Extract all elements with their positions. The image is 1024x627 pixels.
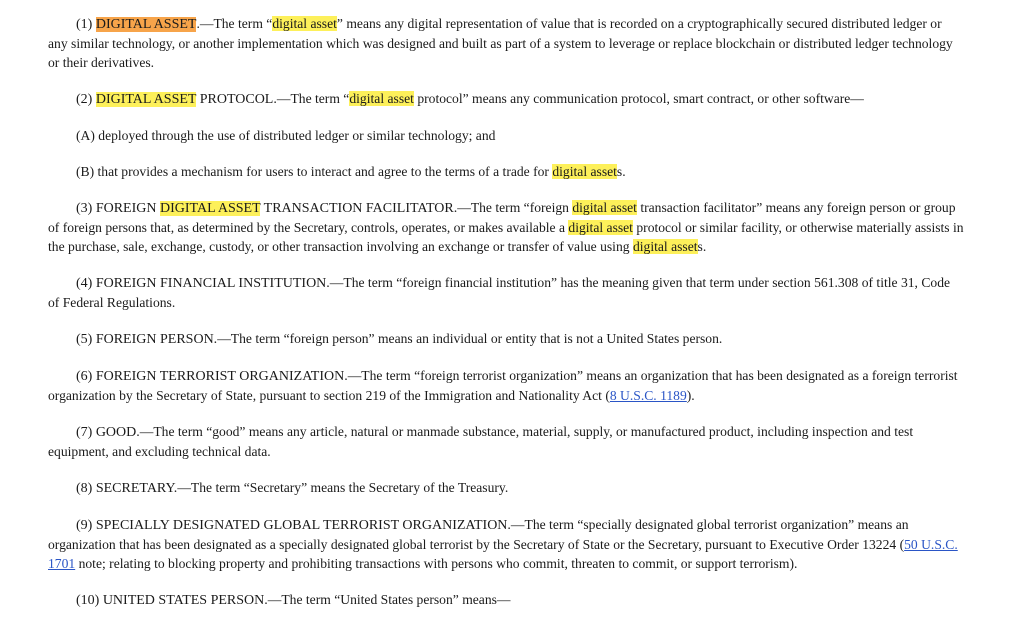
definition-heading: (4) FOREIGN FINANCIAL INSTITUTION. [76, 276, 330, 291]
highlight-term: DIGITAL ASSET [95, 92, 197, 107]
definition-heading: (7) GOOD. [76, 425, 140, 440]
text-segment: —The term “good” means any article, natural or manmade substance, material, supply, or manufactured product, including inspection and test equipment, and excluding technical data. [48, 424, 914, 459]
highlight-term: digital asset [572, 200, 637, 215]
definition-united-states-person [48, 590, 964, 610]
text-segment: transaction facilitator” means any foreign person or group of foreign persons that, as determined by the Secretary, controls, operates, or makes available a [48, 200, 956, 235]
text-segment: protocol” means any communication protocol, smart contract, or other software— [413, 91, 864, 106]
definition-heading: (8) SECRETARY. [76, 481, 178, 496]
definition-foreign-digital-asset-transaction-facilitator [48, 198, 964, 256]
definition-heading: PROTOCOL. [196, 92, 277, 107]
text-segment: protocol or similar facility, or otherwise materially assists in the purchase, sale, exchange, custody, or other transaction involving an exchange or transfer of value using [48, 220, 964, 254]
definition-heading: (6) FOREIGN TERRORIST ORGANIZATION. [76, 369, 348, 384]
definition-heading: (1) [76, 17, 96, 32]
definition-secretary [48, 478, 964, 498]
highlight-term: digital asset [568, 220, 633, 235]
definition-good [48, 422, 964, 461]
definition-foreign-terrorist-organization [48, 366, 964, 405]
text-segment: —The term “foreign financial institution” has the meaning given that term under section 561.308 of title 31, Code of Federal Regulations. [48, 275, 951, 310]
text-segment: —The term “foreign person” means an individual or entity that is not a United States person. [217, 331, 723, 346]
definition-digital-asset-protocol [48, 89, 964, 109]
text-segment: (A) deployed through the use of distributed ledger or similar technology; and [76, 128, 496, 143]
text-segment: ). [686, 388, 695, 403]
citation-link[interactable]: 50 U.S.C. 1701 [48, 537, 958, 571]
text-segment: —The term “United States person” means— [267, 592, 511, 607]
text-segment: ” means any digital representation of value that is recorded on a cryptographically secured distributed ledger or any similar technology, or another implementation which was designed and built as part of a system to leverage or replace blockchain or distributed ledger technology or their derivatives. [48, 16, 953, 70]
document-body [48, 14, 964, 627]
definition-heading: (3) FOREIGN [76, 201, 160, 216]
definition-sdgt-organization [48, 515, 964, 573]
subclause-a [48, 126, 964, 145]
highlight-term: digital asset [552, 164, 617, 179]
highlight-term: digital asset [632, 239, 698, 254]
highlight-term: DIGITAL ASSET [160, 201, 261, 216]
text-segment: —The term “specially designated global terrorist organization” means an organization that has been designated as a specially designated global terrorist by the Secretary of State or the Secretary, pursuant to Executive Order 13224 ( [48, 517, 909, 552]
text-segment: —The term “foreign [457, 200, 573, 215]
text-segment: .—The term “ [196, 16, 273, 31]
text-segment: —The term “foreign terrorist organization” means an organization that has been designated as a foreign terrorist organization by the Secretary of State, pursuant to section 219 of the Immigration and Nationality Act ( [48, 368, 958, 403]
definition-heading: (9) SPECIALLY DESIGNATED GLOBAL TERRORIST ORGANIZATION. [76, 518, 511, 533]
text-segment: —The term “ [276, 91, 350, 106]
text-segment: —The term “Secretary” means the Secretary of the Treasury. [177, 480, 509, 495]
highlight-term: digital asset [272, 16, 337, 31]
subclause-b [48, 162, 964, 181]
citation-link[interactable]: 8 U.S.C. 1189 [609, 388, 687, 403]
text-segment: note; relating to blocking property and prohibiting transactions with persons who commit, threaten to commit, or support terrorism). [75, 556, 798, 571]
definition-heading: (10) UNITED STATES PERSON. [76, 593, 268, 608]
text-segment: s. [616, 164, 626, 179]
definition-digital-asset [48, 14, 964, 72]
text-segment: s. [697, 239, 707, 254]
highlight-term: digital asset [349, 91, 414, 106]
definition-foreign-financial-institution [48, 273, 964, 312]
definition-heading: (2) [76, 92, 96, 107]
definition-heading: (5) FOREIGN PERSON. [76, 332, 218, 347]
highlight-active-term: DIGITAL ASSET [95, 17, 197, 32]
definition-heading: TRANSACTION FACILITATOR. [260, 201, 458, 216]
definition-foreign-person [48, 329, 964, 349]
text-segment: (B) that provides a mechanism for users to interact and agree to the terms of a trade for [76, 164, 553, 179]
